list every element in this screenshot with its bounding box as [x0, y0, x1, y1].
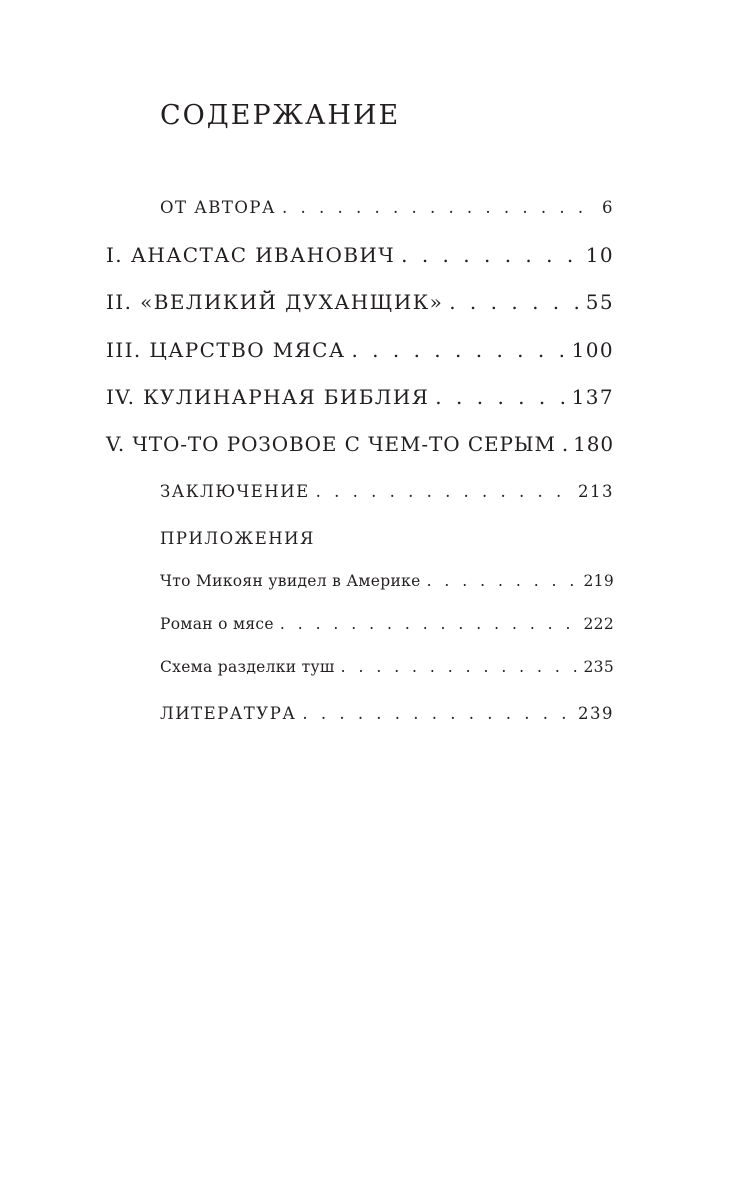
toc-entry-chapter-2[interactable]: [106, 290, 614, 314]
dot-leader: [316, 482, 574, 501]
dot-leader: [427, 572, 580, 590]
toc-entry-page: 100: [571, 338, 614, 362]
toc-entry-page: 213: [578, 482, 614, 501]
dot-leader: [401, 243, 582, 267]
toc-entry-page: 10: [585, 243, 614, 267]
toc-entry-label: Схема разделки туш: [160, 658, 335, 676]
toc-entry-appendices[interactable]: ПРИЛОЖЕНИЯ: [160, 529, 315, 548]
toc-entry-label: II. «ВЕЛИКИЙ ДУХАНЩИК»: [106, 290, 444, 314]
dot-leader: [351, 338, 567, 362]
toc-entry-page: 180: [573, 432, 614, 456]
toc-entry-chapter-5[interactable]: [106, 432, 614, 456]
toc-entry-label: III. ЦАРСТВО МЯСА: [106, 338, 346, 362]
toc-entry-foreword[interactable]: [160, 198, 614, 217]
toc-entry-page: 219: [583, 572, 614, 590]
dot-leader: [341, 658, 580, 676]
dot-leader: [282, 198, 598, 217]
toc-entry-label: V. ЧТО-ТО РОЗОВОЕ С ЧЕМ-ТО СЕРЫМ: [106, 432, 556, 456]
toc-entry-label: ОТ АВТОРА: [160, 198, 277, 217]
toc-entry-page: 6: [602, 198, 614, 217]
dot-leader: [562, 432, 569, 456]
toc-entry-chapter-4[interactable]: [106, 385, 614, 409]
toc-entry-page: 235: [583, 658, 614, 676]
toc-entry-chapter-3[interactable]: [106, 338, 614, 362]
toc-entry-bibliography[interactable]: [160, 704, 614, 723]
toc-entry-label: Что Микоян увидел в Америке: [160, 572, 421, 590]
toc-entry-page: 239: [578, 704, 614, 723]
toc-entry-label: IV. КУЛИНАРНАЯ БИБЛИЯ: [106, 385, 430, 409]
toc-entry-page: 55: [585, 290, 614, 314]
toc-entry-page: 137: [571, 385, 614, 409]
toc-entry-label: ЛИТЕРАТУРА: [160, 704, 297, 723]
toc-entry-label: ЗАКЛЮЧЕНИЕ: [160, 482, 310, 501]
dot-leader: [302, 704, 574, 723]
dot-leader: [435, 385, 567, 409]
toc-entry-chapter-1[interactable]: [106, 243, 614, 267]
toc-entry-appendix-2[interactable]: [160, 615, 614, 633]
toc-entry-label: Роман о мясе: [160, 615, 274, 633]
toc-entry-conclusion[interactable]: [160, 482, 614, 501]
page-title: СОДЕРЖАНИЕ: [160, 100, 401, 131]
toc-entry-page: 222: [583, 615, 614, 633]
dot-leader: [449, 290, 582, 314]
toc-entry-appendix-1[interactable]: [160, 572, 614, 590]
toc-entry-appendix-3[interactable]: [160, 658, 614, 676]
toc-entry-label: I. АНАСТАС ИВАНОВИЧ: [106, 243, 396, 267]
dot-leader: [280, 615, 580, 633]
